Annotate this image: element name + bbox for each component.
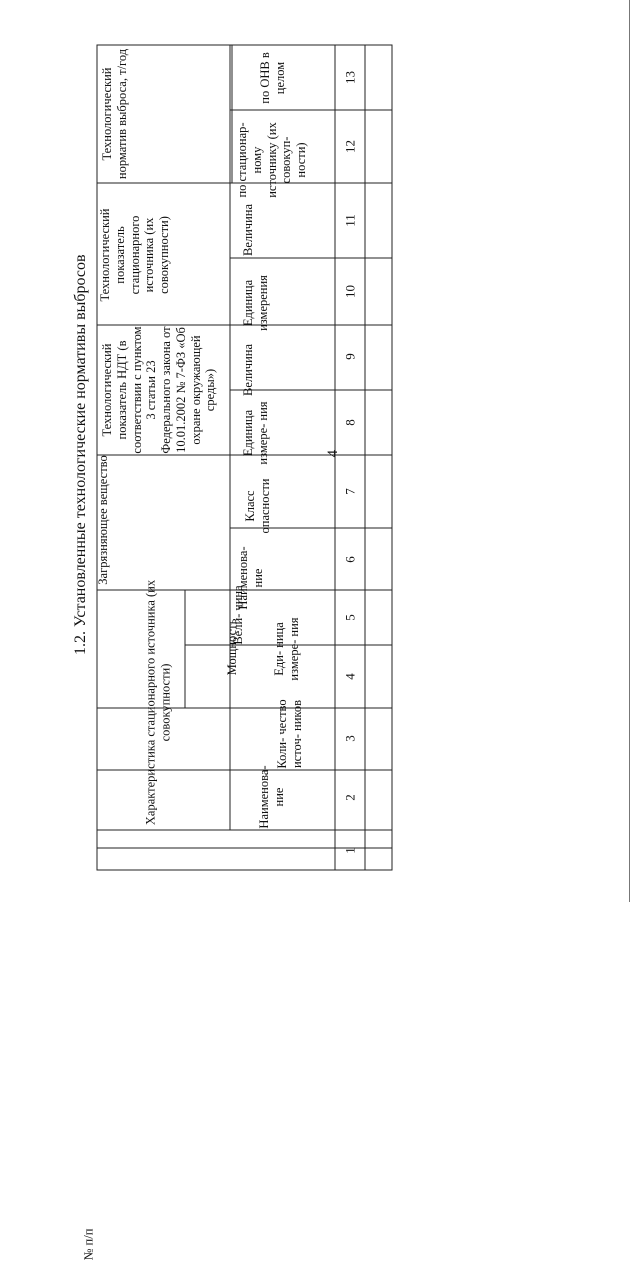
header-power: Мощность — [225, 618, 239, 676]
header-power-value: Вели- чина — [231, 585, 245, 645]
column-number-5: 5 — [342, 614, 358, 621]
header-tech-value: Величина — [241, 203, 255, 257]
header-group-tech: Технологический показатель стационарного источника (их совокупности) — [98, 208, 171, 302]
header-pollutant-name: Наименова- ние — [236, 546, 265, 610]
header-group-source: Характеристика стационарного источника (их совокупности) — [143, 579, 173, 826]
header-group-pollutant: Загрязняющее вещество — [96, 455, 110, 585]
header-ndt-unit: Единица измере- ния — [241, 401, 270, 465]
column-number-9: 9 — [342, 353, 358, 360]
scan-edge-line — [629, 0, 630, 902]
section-heading: 1.2. Установленные технологические нормативы выбросов — [72, 254, 89, 655]
header-group-norm: Технологический норматив выброса, т/год — [100, 48, 129, 180]
header-source-name: Наименова- ние — [257, 765, 286, 829]
column-number-4: 4 — [342, 673, 358, 680]
header-norm-per-source: по стационар- ному источнику (их совокуп- ности) — [235, 122, 308, 198]
column-number-11: 11 — [342, 214, 358, 227]
page-number: 4 — [325, 449, 342, 458]
header-source-count: Коли- чество источ- ников — [275, 699, 304, 769]
column-number-2: 2 — [342, 794, 358, 801]
header-group-ndt: Технологический показатель НДТ (в соответствии с пунктом 3 статьи 23 Федерального закона от 10.01.2002 № 7-ФЗ «Об охране окружающей среды») — [100, 326, 218, 454]
header-norm-onv: по ОНВ в целом — [258, 52, 287, 104]
header-col-no: № п/п — [81, 1228, 96, 1261]
column-number-3: 3 — [342, 735, 358, 742]
header-ndt-value: Величина — [241, 343, 255, 397]
column-number-12: 12 — [342, 140, 358, 153]
column-number-8: 8 — [342, 419, 358, 426]
column-number-7: 7 — [342, 488, 358, 495]
column-number-1: 1 — [342, 847, 358, 854]
column-number-10: 10 — [342, 285, 358, 298]
header-hazard-class: Класс опасности — [243, 478, 272, 534]
column-number-6: 6 — [342, 556, 358, 563]
column-number-13: 13 — [342, 71, 358, 84]
header-tech-unit: Единица измерения — [241, 275, 270, 331]
header-power-unit: Еди- ница измере- ния — [272, 617, 301, 681]
